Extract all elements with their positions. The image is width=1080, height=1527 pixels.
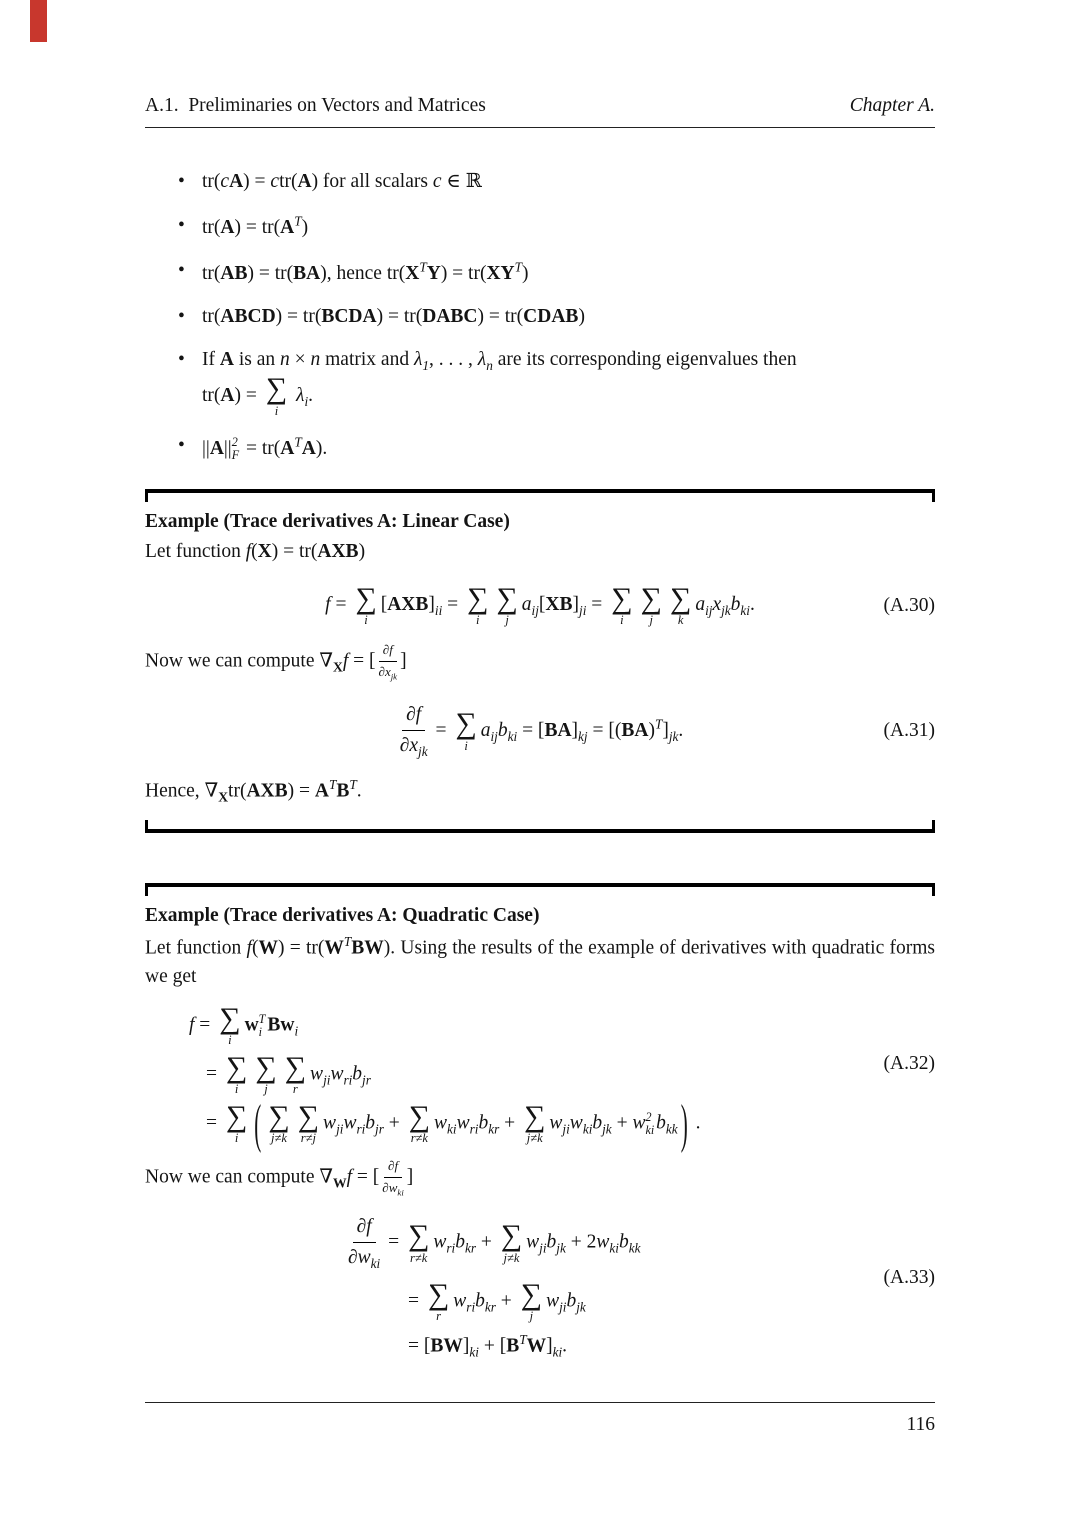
sup-sub-stack: 2 ki xyxy=(645,1109,655,1137)
summation-symbol: ∑ j≠k xyxy=(524,1099,546,1146)
example-box-body xyxy=(145,896,935,1384)
summation-symbol: ∑ i xyxy=(225,1050,248,1097)
summation-symbol: ∑ i xyxy=(455,707,477,753)
bullet-text: If A is an n × n matrix and $\lambda_1$, . . . , $\lambda_n$ are its corresponding eigenvalues then tr(A) = ∑ i $\lambda_i$. xyxy=(202,349,797,418)
equation-a31-math: $\frac{\partial f}{\partial x_{jk}}$ = ∑ i $a_{ij}b_{ki} = [BA]_{kj} = [(BA)^T]_{jk}$. xyxy=(397,720,684,741)
example-intro: Let function f(X) = tr(AXB) xyxy=(145,541,366,563)
equation-a30 xyxy=(145,581,935,628)
example-title: Example (Trace derivatives A: Linear Case) xyxy=(145,511,510,533)
page-number: 116 xyxy=(906,1414,935,1435)
summation-symbol: ∑ j xyxy=(496,581,518,628)
list-item xyxy=(178,168,935,196)
example-box-body xyxy=(145,502,935,819)
summation-symbol: ∑ j≠k xyxy=(500,1219,523,1265)
equation-a30-tag: (A.30) xyxy=(883,594,935,616)
summation-symbol: ∑ j xyxy=(520,1277,543,1324)
equation-a32-tag: (A.32) xyxy=(883,1052,935,1074)
page-footer xyxy=(145,1402,935,1439)
equation-a33-line3: = $[BW]_{ki} + [B^TW]_{ki}$. xyxy=(408,1331,568,1359)
summation-symbol: ∑ k xyxy=(669,581,692,628)
summation-symbol: ∑ i xyxy=(265,372,288,418)
fraction: $\frac{\partial f}{\partial w_{ki}}$ xyxy=(348,1213,380,1273)
example-conclusion: Hence, $\nabla_Xtr(AXB) = A^TB^T$. xyxy=(145,777,362,805)
list-item xyxy=(178,212,935,243)
equation-a33-line1: $\frac{\partial f}{\partial w_{ki}}$ = ∑ r≠k $w_{ri}b_{kr}$ + ∑ j≠k $w_{ji}b_{jk} + 2w_{ki}b_{kk}$ xyxy=(345,1213,935,1273)
equation-a30-math: f = ∑ i $[AXB]_{ii}$ = ∑ i ∑ j $a_{ij}[XB]_{ji}$ = ∑ i ∑ j ∑ k $a_{ij}x_{jk}b_{ki}$. xyxy=(325,581,755,628)
example-intro: Let function $f(W) = tr(W^TBW)$. Using the results of the example of derivatives with quadratic forms we get xyxy=(145,933,936,987)
list-item xyxy=(178,346,935,417)
example-title: Example (Trace derivatives A: Quadratic Case) xyxy=(145,904,540,926)
bullet-text: ||A|| 2 F = $tr(A^TA)$. xyxy=(202,434,328,463)
example-box-top-rule xyxy=(145,883,935,896)
summation-symbol: ∑ j xyxy=(255,1050,277,1097)
summation-symbol: ∑ i xyxy=(467,581,489,628)
list-item xyxy=(178,432,935,463)
fraction: $\frac{\partial f}{\partial x_{jk}}$ xyxy=(400,701,428,761)
fraction: $\frac{\partial f}{\partial w_{ki}}$ xyxy=(382,1157,404,1198)
summation-symbol: ∑ i xyxy=(219,1001,241,1048)
example-box-linear-case xyxy=(145,489,935,832)
equation-a33 xyxy=(145,1213,935,1361)
summation-symbol: ∑ i xyxy=(355,581,377,628)
summation-symbol: ∑ j xyxy=(640,581,662,628)
equation-a32-line1: f = ∑ i w T i $Bw_i$ xyxy=(189,1001,299,1048)
equation-a32-line3: = ∑ i ( ∑ j≠k ∑ r≠j $w_{ji}w_{ri}b_{jr}$ + ∑ r≠k $w_{ki}w_{ri}b_{kr}$ + ∑ j≠k $w_{ji}w_{ki}b_{jk} + w$ 2 ki $b_{kk}$ ) . xyxy=(206,1092,701,1154)
bullet-text: $tr(A) = tr(A^T)$ xyxy=(202,213,309,239)
summation-symbol: ∑ i xyxy=(225,1099,248,1146)
example-box-quadratic-case xyxy=(145,883,935,1384)
bullet-text: tr(cA) = ctr(A) for all scalars c ∈ ℝ xyxy=(202,171,482,193)
equation-a33-line2: = ∑ r $w_{ri}b_{kr}$ + ∑ j $w_{ji}b_{jk}$ xyxy=(408,1277,586,1324)
equation-a33-tag: (A.33) xyxy=(883,1267,935,1289)
summation-symbol: ∑ i xyxy=(611,581,633,628)
example-mid-text: Now we can compute $\nabla_Xf$ = [ $\frac{\partial f}{\partial x_{jk}}$ ] xyxy=(145,641,407,682)
summation-symbol: ∑ r≠k xyxy=(407,1219,430,1265)
summation-symbol: ∑ r xyxy=(284,1050,307,1097)
bullet-text: tr(ABCD) = tr(BCDA) = tr(DABC) = tr(CDAB) xyxy=(202,306,585,328)
example-box-bottom-rule xyxy=(145,820,935,833)
list-item xyxy=(178,303,935,331)
example-box-top-rule xyxy=(145,489,935,502)
header-chapter-label: Chapter A. xyxy=(849,95,935,116)
equation-a32-line2: = ∑ i ∑ j ∑ r $w_{ji}w_{ri}b_{jr}$ xyxy=(206,1050,371,1097)
header-section-title: A.1. Preliminaries on Vectors and Matrices xyxy=(145,95,486,116)
summation-symbol: ∑ r≠j xyxy=(297,1099,320,1146)
summation-symbol: ∑ j≠k xyxy=(268,1099,290,1146)
equation-a31 xyxy=(145,701,935,761)
summation-symbol: ∑ r≠k xyxy=(408,1099,431,1146)
trace-properties-list xyxy=(178,168,935,463)
sup-sub-stack: 2 F xyxy=(231,435,240,463)
equation-a32 xyxy=(145,1001,935,1154)
bullet-text: tr(AB) = tr(BA), hence $tr(X^TY) = tr(XY^T)$ xyxy=(202,259,529,284)
sup-sub-stack: T i xyxy=(258,1011,266,1039)
fraction: $\frac{\partial f}{\partial x_{jk}}$ xyxy=(378,641,398,682)
page-header xyxy=(145,92,935,128)
list-item xyxy=(178,257,935,288)
equation-a31-tag: (A.31) xyxy=(883,720,935,742)
summation-symbol: ∑ r xyxy=(427,1277,450,1324)
example-mid-text: Now we can compute $\nabla_Wf$ = [ $\frac{\partial f}{\partial w_{ki}}$ ] xyxy=(145,1157,414,1198)
